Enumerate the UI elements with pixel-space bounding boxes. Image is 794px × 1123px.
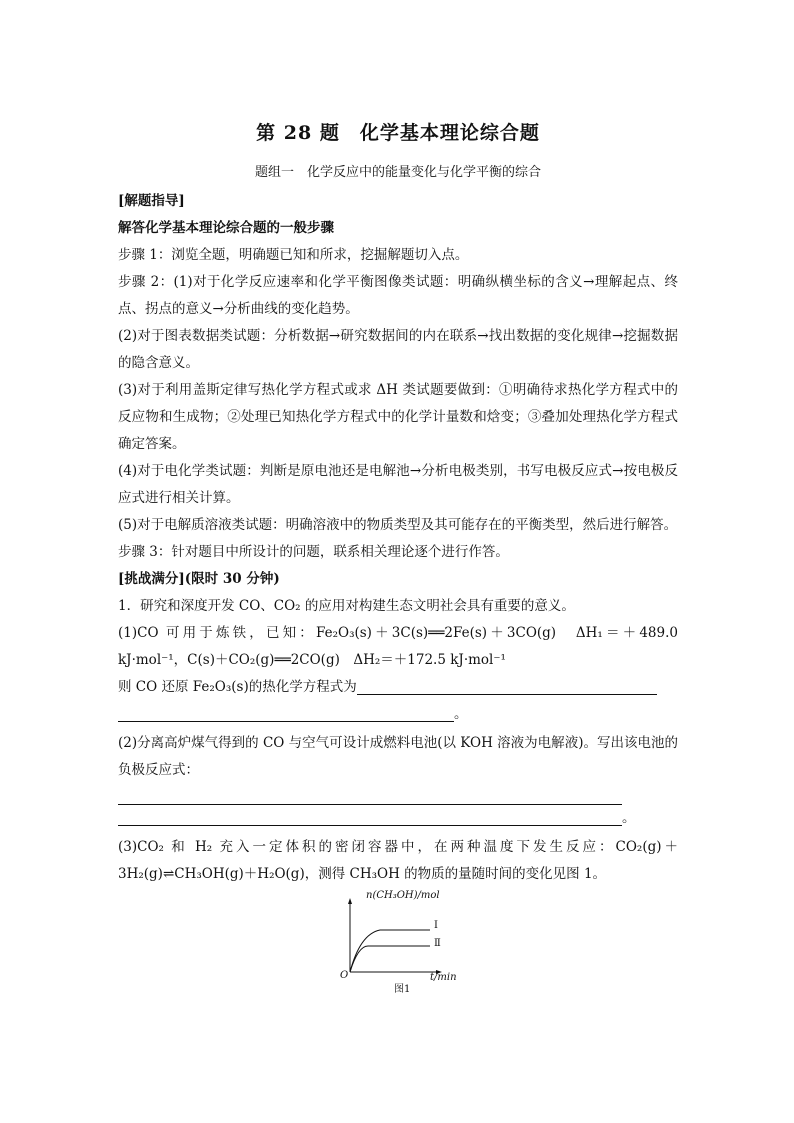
curve-1-line: [350, 930, 430, 972]
origin-label: O: [340, 970, 349, 981]
answer-line-row: [118, 805, 678, 826]
document-page: [118, 118, 678, 995]
challenge-header: [挑战满分](限时 30 分钟): [118, 571, 280, 587]
answer-blank[interactable]: [357, 676, 657, 695]
y-axis-arrow: [348, 898, 352, 904]
step-2-4: (4)对于电化学类试题：判断是原电池还是电解池→分析电极类别，书写电极反应式→按电极反应式进行相关计算。: [118, 463, 678, 506]
curve-1-label: Ⅰ: [434, 920, 438, 931]
page-title: 第 28 题 化学基本理论综合题: [256, 122, 540, 144]
step-3: 步骤 3：针对题目中所设计的问题，联系相关理论逐个进行作答。: [118, 544, 509, 560]
guide-header: [解题指导]: [118, 193, 185, 209]
period: 。: [622, 810, 636, 826]
figure-1-plot: [338, 892, 458, 982]
guide-title: 解答化学基本理论综合题的一般步骤: [118, 220, 334, 236]
y-axis-label: n(CH₃OH)/mol: [366, 890, 440, 901]
step-2-1: 步骤 2：(1)对于化学反应速率和化学平衡图像类试题：明确纵横坐标的含义→理解起点、终点、拐点的意义→分析曲线的变化趋势。: [118, 274, 678, 317]
question-1-part-2: (2)分离高炉煤气得到的 CO 与空气可设计成燃料电池(以 KOH 溶液为电解液)。写出该电池的负极反应式：: [118, 735, 678, 778]
ask-text: 则 CO 还原 Fe₂O₃(s)的热化学方程式为: [118, 679, 357, 695]
curve-2-line: [350, 946, 430, 972]
answer-blank-line[interactable]: [118, 805, 622, 826]
step-2-5: (5)对于电解质溶液类试题：明确溶液中的物质类型及其可能存在的平衡类型，然后进行解答。: [118, 517, 678, 533]
answer-line-row: [118, 701, 678, 722]
curve-2-label: Ⅱ: [434, 938, 441, 949]
figure-caption: 图1: [394, 984, 411, 995]
step-2-2: (2)对于图表数据类试题：分析数据→研究数据间的内在联系→找出数据的变化规律→挖掘数据的隐含意义。: [118, 328, 678, 371]
answer-blank-line[interactable]: [118, 701, 454, 722]
answer-blank-line[interactable]: [118, 784, 622, 805]
section-subtitle: 题组一 化学反应中的能量变化与化学平衡的综合: [254, 165, 541, 180]
step-2-3: (3)对于利用盖斯定律写热化学方程式或求 ΔH 类试题要做到：①明确待求热化学方程式中的反应物和生成物；②处理已知热化学方程式中的化学计量数和焓变；③叠加处理热化学方程式确定答案。: [118, 382, 678, 452]
figure-1: [338, 890, 458, 995]
question-1: 1．研究和深度开发 CO、CO₂ 的应用对构建生态文明社会具有重要的意义。: [118, 598, 575, 614]
question-1-part-1: (1)CO 可用于炼铁，已知：Fe₂O₃(s)＋3C(s)══2Fe(s)＋3CO(g) ΔH₁＝＋489.0 kJ·mol⁻¹，C(s)＋CO₂(g)══2CO(g) ΔH₂＝＋172.5 kJ·mol⁻¹: [118, 625, 678, 668]
question-1-part-3: (3)CO₂ 和 H₂ 充入一定体积的密闭容器中，在两种温度下发生反应：CO₂(g)＋3H₂(g)⇌CH₃OH(g)＋H₂O(g)，测得 CH₃OH 的物质的量随时间的变化见图 1。: [118, 839, 678, 882]
step-1: 步骤 1：浏览全题，明确题已知和所求，挖掘解题切入点。: [118, 247, 469, 263]
question-1-part-1-ask: [118, 674, 678, 701]
x-axis-label: t/min: [430, 972, 457, 983]
period: 。: [454, 706, 468, 722]
